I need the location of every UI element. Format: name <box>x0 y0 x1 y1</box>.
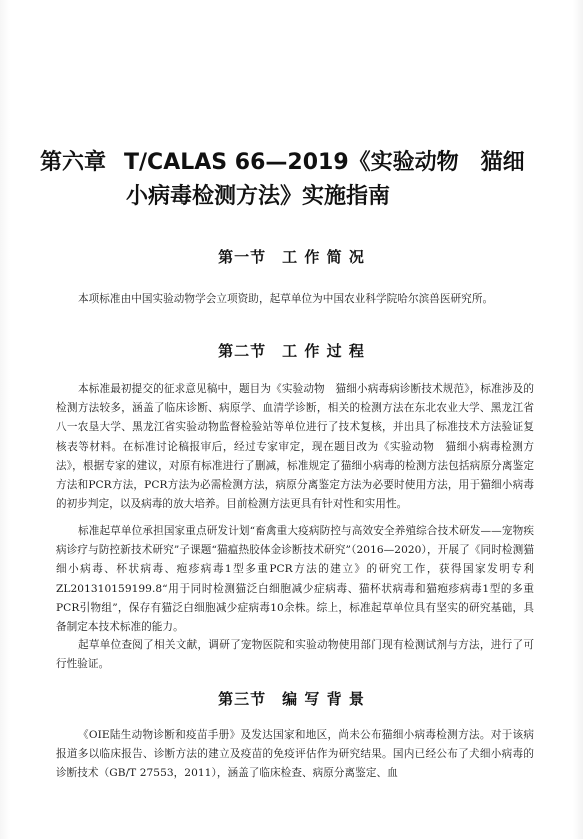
section-heading-1: 第一节 工 作 简 况 <box>218 248 365 266</box>
section-heading-2: 第二节 工 作 过 程 <box>218 342 365 360</box>
section-2-paragraph-2: 标准起草单位承担国家重点研发计划“畜禽重大疫病防控与高效安全养殖综合技术研发——宠物疾病诊疗与防控新技术研究”子课题“猫瘟热胶体金诊断技术研究”（2016—2020），开展了《同时检测猫细小病毒、杯状病毒、疱疹病毒1型多重PCR方法的建立》的研究工作，获得国家发明专利ZL201310159199.8“用于同时检测猫泛白细胞减少症病毒、猫杯状病毒和猫疱疹病毒1型的多重PCR引物组”，保存有猫泛白细胞减少症病毒10余株。综上，标准起草单位具有坚实的研究基础，具备制定本技术标准的能力。 <box>56 525 534 634</box>
chapter-title-line1: T/CALAS 66—2019《实验动物 猫细 <box>124 150 525 175</box>
section-heading-3: 第三节 编 写 背 景 <box>218 690 365 708</box>
section-3-paragraph-1: 《OIE陆生动物诊断和疫苗手册》及发达国家和地区，尚未公布猫细小病毒检测方法。对于该病报道多以临床报告、诊断方法的建立及疫苗的免疫评估作为研究结果。国内已经公布了犬细小病毒的诊断技术（GB/T 27553，2011），涵盖了临床检查、病原分离鉴定、血 <box>56 729 534 780</box>
chapter-number: 第六章 <box>40 150 107 175</box>
section-1-paragraph-1: 本项标准由中国实验动物学会立项资助，起草单位为中国农业科学院哈尔滨兽医研究所。 <box>78 293 494 305</box>
section-2-paragraph-3: 起草单位查阅了相关文献，调研了宠物医院和实验动物使用部门现有检测试剂与方法，进行了可行性验证。 <box>56 639 534 671</box>
chapter-title <box>40 146 560 214</box>
chapter-title-line2: 小病毒检测方法》实施指南 <box>126 184 391 209</box>
section-2-paragraph-1: 本标准最初提交的征求意见稿中，题目为《实验动物 猫细小病毒病诊断技术规范》，标准涉及的检测方法较多，涵盖了临床诊断、病原学、血清学诊断，相关的检测方法在东北农业大学、黑龙江省八一农垦大学、黑龙江省实验动物监督检验站等单位进行了技术复核，并出具了标准技术方法验证复核表等材料。在标准讨论稿报审后，经过专家审定，现在题目改为《实验动物 猫细小病毒检测方法》，根据专家的建议，对原有标准进行了删减，标准规定了猫细小病毒的检测方法包括病原分离鉴定方法和PCR方法，PCR方法为必需检测方法，病原分离鉴定方法为必要时使用方法，用于猫细小病毒的初步判定，以及病毒的放大培养。目前检测方法更具有针对性和实用性。 <box>56 383 534 511</box>
